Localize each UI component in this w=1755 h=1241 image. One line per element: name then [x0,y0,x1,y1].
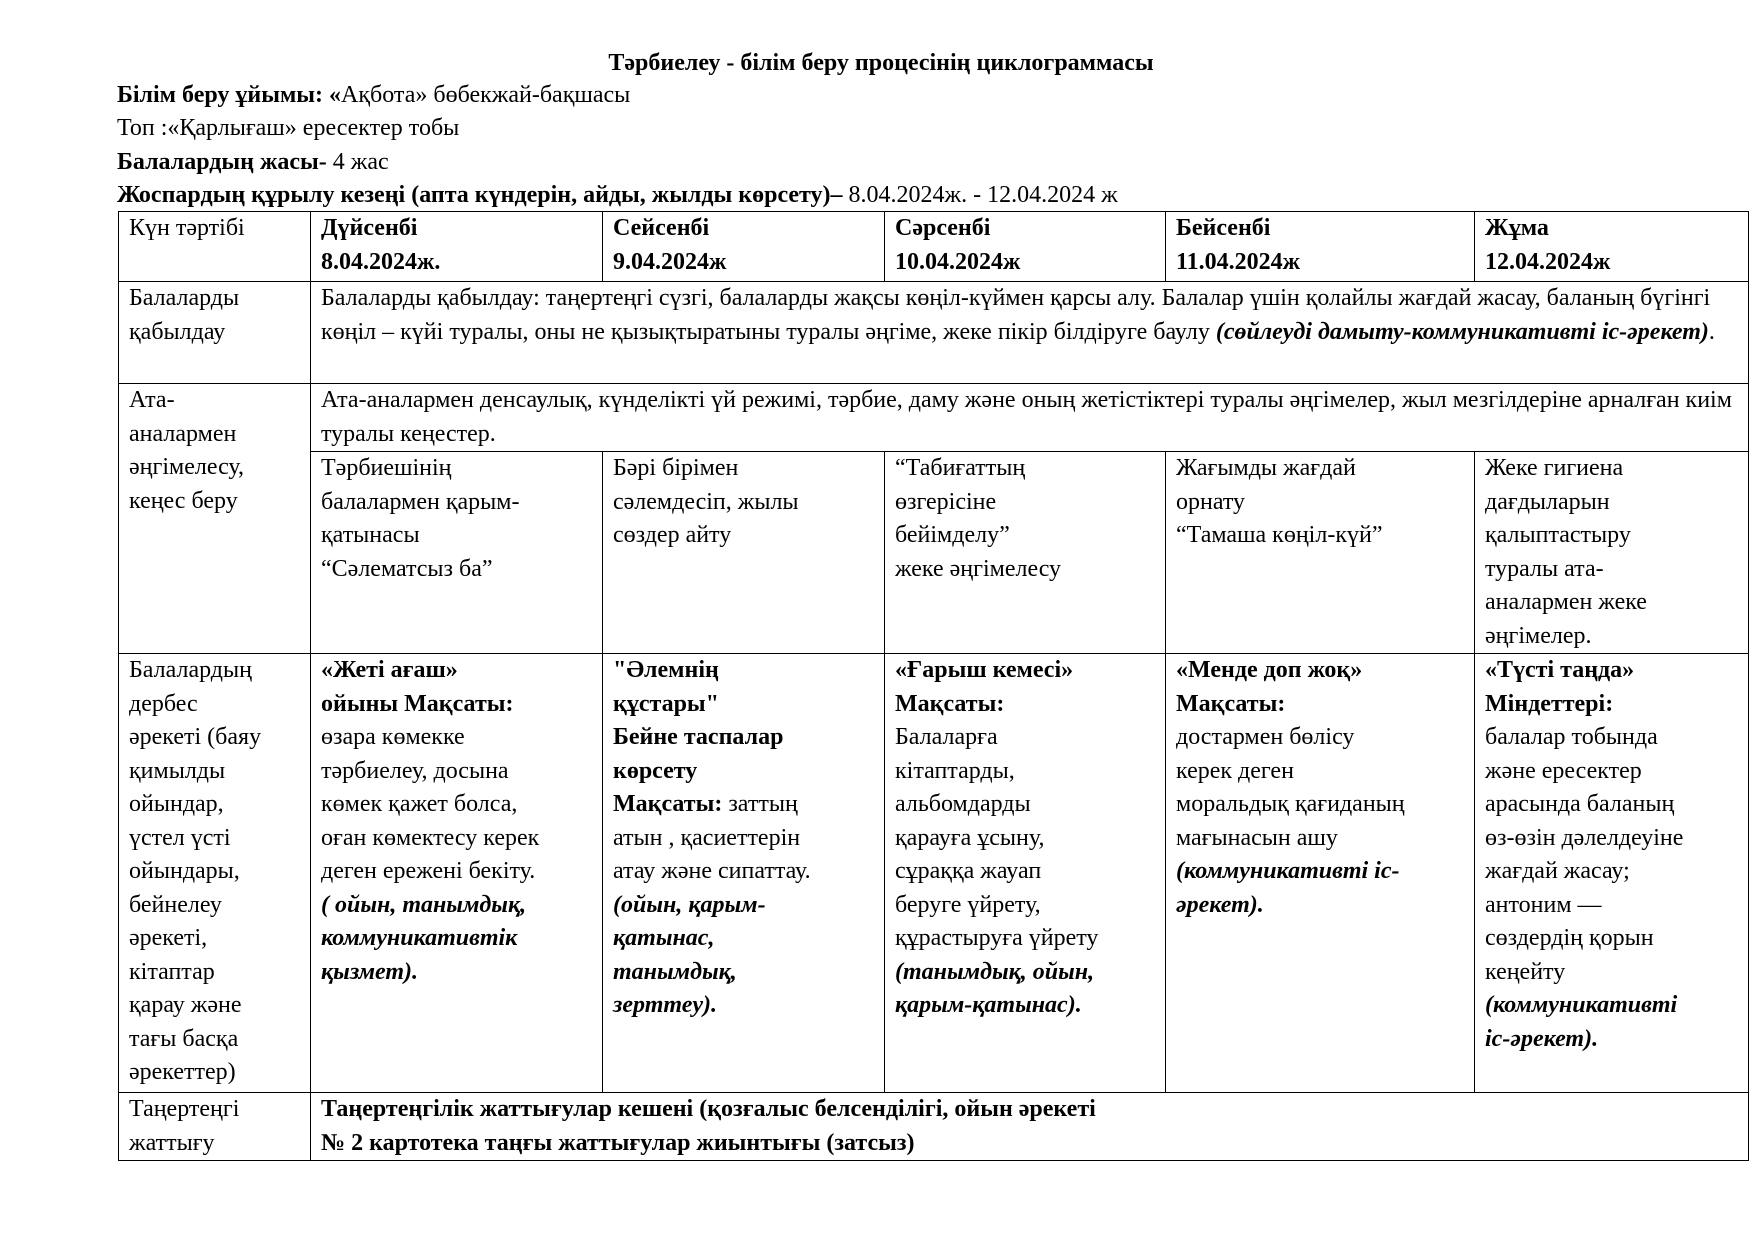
day-date: 8.04.2024ж. [321,248,441,275]
parents-cell-monday: Тәрбиешінің балалармен қарым- қатынасы “Сәлематсыз ба” [311,452,603,654]
table-row-parents-common [119,384,1749,452]
reception-cell [311,282,1749,384]
activity-text: достармен бөлісу керек деген моральдық қағиданың мағынасын ашу [1176,724,1405,851]
parents-cell-thursday: Жағымды жағдай орнату “Тамаша көңіл-күй” [1166,452,1475,654]
row-label-parents: Ата- аналармен әңгімелесу, кеңес беру [119,384,311,654]
table-row-parents-days [119,452,1749,654]
day-header-tuesday [603,212,885,282]
day-header-thursday [1166,212,1475,282]
page-title: Тәрбиелеу - білім беру процесінің циклограммасы [608,50,1154,76]
activity-em: (коммуникативті іс-әрекет). [1485,992,1678,1052]
age-value: 4 жас [326,149,389,175]
day-header-friday [1475,212,1749,282]
activity-text: өзара көмекке тәрбиелеу, досына көмек қажет болса, оған көмектесу керек деген ережені бекіту. [321,724,540,884]
morning-cell: Таңертеңгілік жаттығулар кешені (қозғалыс белсенділігі, ойын әрекеті № 2 картотека таңғы жаттығулар жиынтығы (затсыз) [311,1093,1749,1161]
activity-title: «Түсті таңда» Міндеттері: [1485,657,1635,717]
day-name: Бейсенбі [1176,215,1271,241]
day-date: 11.04.2024ж [1176,248,1301,275]
activity-cell-wednesday [885,654,1166,1093]
activity-em: (танымдық, ойын, қарым-қатынас). [895,958,1095,1018]
period-line [117,179,1118,212]
activity-em: (ойын, қарым- қатынас, танымдық, зерттеу). [613,891,766,1018]
activity-text: заттың атын , қасиеттерін атау және сипаттау. [613,791,811,884]
org-value: Ақбота» бөбекжай-бақшасы [341,82,631,108]
day-name: Дүйсенбі [321,215,418,241]
activity-cell-friday [1475,654,1749,1093]
activity-title: «Менде доп жоқ» Мақсаты: [1176,657,1363,717]
reception-text-em: (сөйлеуді дамыту-коммуникативті іс-әрекет) [1215,318,1709,345]
table-header-row [119,212,1749,282]
reception-text: Балаларды қабылдау: таңертеңгі сүзгі, балаларды жақсы көңіл-күймен қарсы алу. Балалар үшін қолайлы жағдай жасау, баланың бүгінгі көңіл – күйі туралы, оны не қызықтыратыны туралы әңгіме, жеке пікір білдіруге баулу [321,285,1711,345]
parents-cell-wednesday: “Табиғаттың өзгерісіне бейімделу” жеке әңгімелесу [885,452,1166,654]
table-row-reception [119,282,1749,384]
day-date: 10.04.2024ж [895,248,1021,275]
parents-cell-tuesday: Бәрі бірімен сәлемдесіп, жылы сөздер айту [603,452,885,654]
day-name: Жұма [1485,215,1549,241]
activity-cell-thursday [1166,654,1475,1093]
corner-cell: Күн тәртібі [119,212,311,282]
age-line [117,146,389,179]
row-label-morning: Таңертеңгі жаттығу [119,1093,311,1161]
period-label: Жоспардың құрылу кезеңі (апта күндерін, айды, жылды көрсету)– [117,182,843,208]
activity-em: ( ойын, танымдық, коммуникативтік қызмет). [321,891,527,985]
activity-text: Балаларға кітаптарды, альбомдарды қарауға ұсыну, сұраққа жауап беруге үйрету, құрастыруға үйрету [895,724,1099,951]
activity-cell-tuesday [603,654,885,1093]
group-line: Топ :«Қарлығаш» ересектер тобы [117,115,460,141]
reception-text-end: . [1708,318,1715,345]
period-value: 8.04.2024ж. - 12.04.2024 ж [842,182,1118,208]
row-label-activity: Балалардың дербес әрекеті (баяу қимылды ойындар, үстел үсті ойындары, бейнелеу әрекеті, кітаптар қарау және тағы басқа әрекеттер) [119,654,311,1093]
day-date: 9.04.2024ж [613,248,727,275]
day-header-monday [311,212,603,282]
activity-cell-monday [311,654,603,1093]
day-name: Сәрсенбі [895,215,991,241]
row-label-reception: Балаларды қабылдау [119,282,311,384]
table-row-morning [119,1093,1749,1161]
parents-cell-friday: Жеке гигиена дағдыларын қалыптастыру туралы ата- аналармен жеке әңгімелер. [1475,452,1749,654]
org-label: Білім беру ұйымы: « [117,82,342,108]
day-date: 12.04.2024ж [1485,248,1611,275]
activity-em: (коммуникативті іс- әрекет). [1176,858,1400,918]
table-row-activity [119,654,1749,1093]
parents-common-cell: Ата-аналармен денсаулық, күнделікті үй режимі, тәрбие, даму және оның жетістіктері туралы әңгімелер, жыл мезгілдеріне арналған киім туралы кеңестер. [311,384,1749,452]
cyclogram-table [118,211,1749,1161]
day-name: Сейсенбі [613,215,710,241]
day-header-wednesday [885,212,1166,282]
org-line [117,79,630,112]
activity-text: балалар тобында және ересектер арасында баланың өз-өзін дәлелдеуіне жағдай жасау; антоним — сөздердің қорын кеңейту [1485,724,1684,985]
activity-title: «Жеті ағаш» ойыны Мақсаты: [321,657,514,717]
age-label: Балалардың жасы- [117,149,327,175]
activity-title: "Әлемнің құстары" Бейне таспалар көрсету Мақсаты: [613,657,784,817]
activity-title: «Ғарыш кемесі» Мақсаты: [895,657,1074,717]
